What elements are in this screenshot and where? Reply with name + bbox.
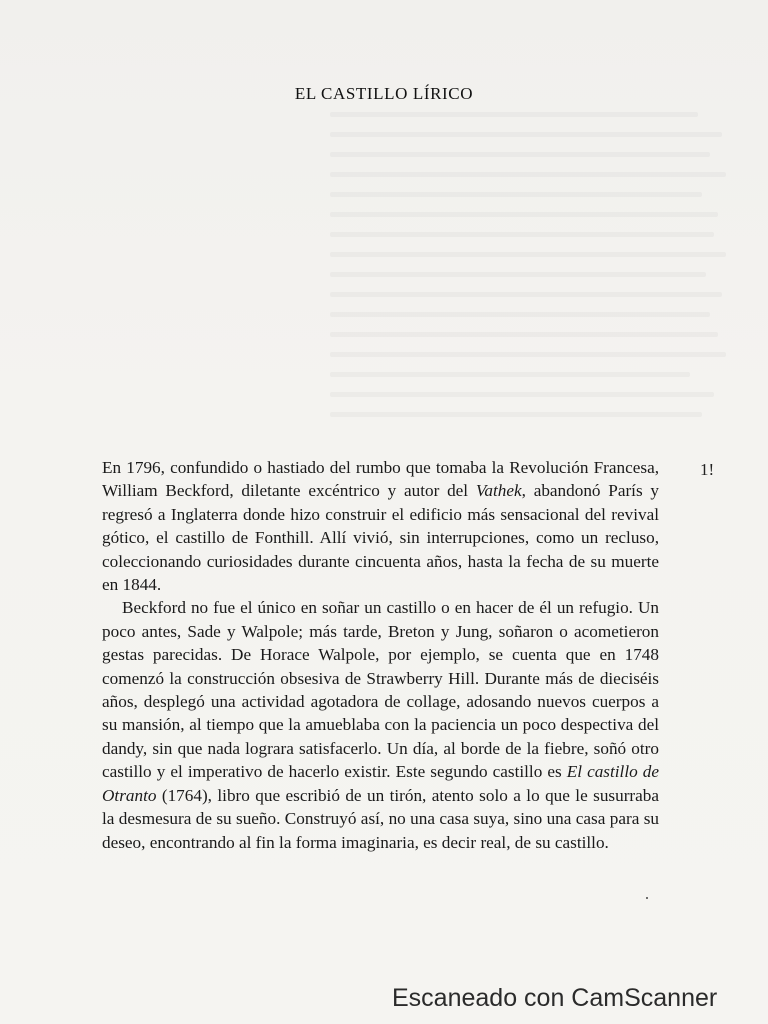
text-run: , abandonó París y regresó a Inglaterra donde hizo construir el edificio más sensacional del revival gótico, el castillo de Fonthill. Allí vivió, sin interrupciones, como un recluso, coleccionando curiosidades durante cincuenta años, hasta la fecha de su muerte en 1844. bbox=[102, 481, 659, 595]
speck bbox=[646, 897, 648, 899]
page-number: 1! bbox=[700, 460, 715, 479]
paragraph bbox=[102, 596, 659, 853]
bleed-through-text bbox=[330, 112, 730, 447]
book-title-vathek: Vathek bbox=[475, 481, 522, 501]
body-text bbox=[102, 456, 659, 854]
text-run: Beckford no fue el único en soñar un castillo o en hacer de él un refugio. Un poco antes, Sade y Walpole; más tarde, Breton y Jung, soñaron o acometieron gestas parecidas. De Horace Walpole, por ejemplo, se cuenta que en 1748 comenzó la construcción obsesiva de Strawberry Hill. Durante más de dieciséis años, desplegó una actividad agotadora de collage, adosando nuevos cuerpos a su mansión, al tiempo que la amueblaba con la paciencia un poco despectiva del dandy, sin que nada lograra satisfacerlo. Un día, al borde de la fiebre, soñó otro castillo y el imperativo de hacerlo existir. Este segundo castillo es bbox=[102, 598, 659, 782]
scanner-watermark: Escaneado con CamScanner bbox=[392, 984, 718, 1012]
book-title-otranto: El castillo de Otranto bbox=[102, 762, 659, 805]
chapter-title: EL CASTILLO LÍRICO bbox=[294, 84, 474, 103]
text-run: En 1796, confundido o hastiado del rumbo que tomaba la Revolución Francesa, William Beckford, diletante excéntrico y autor del bbox=[102, 458, 659, 501]
text-run: (1764), libro que escribió de un tirón, atento solo a lo que le susurraba la desmesura de su sueño. Construyó así, no una casa suya, sino una casa para su deseo, encontrando al fin la forma imaginaria, es decir real, de su castillo. bbox=[102, 785, 659, 852]
paragraph bbox=[102, 456, 659, 596]
